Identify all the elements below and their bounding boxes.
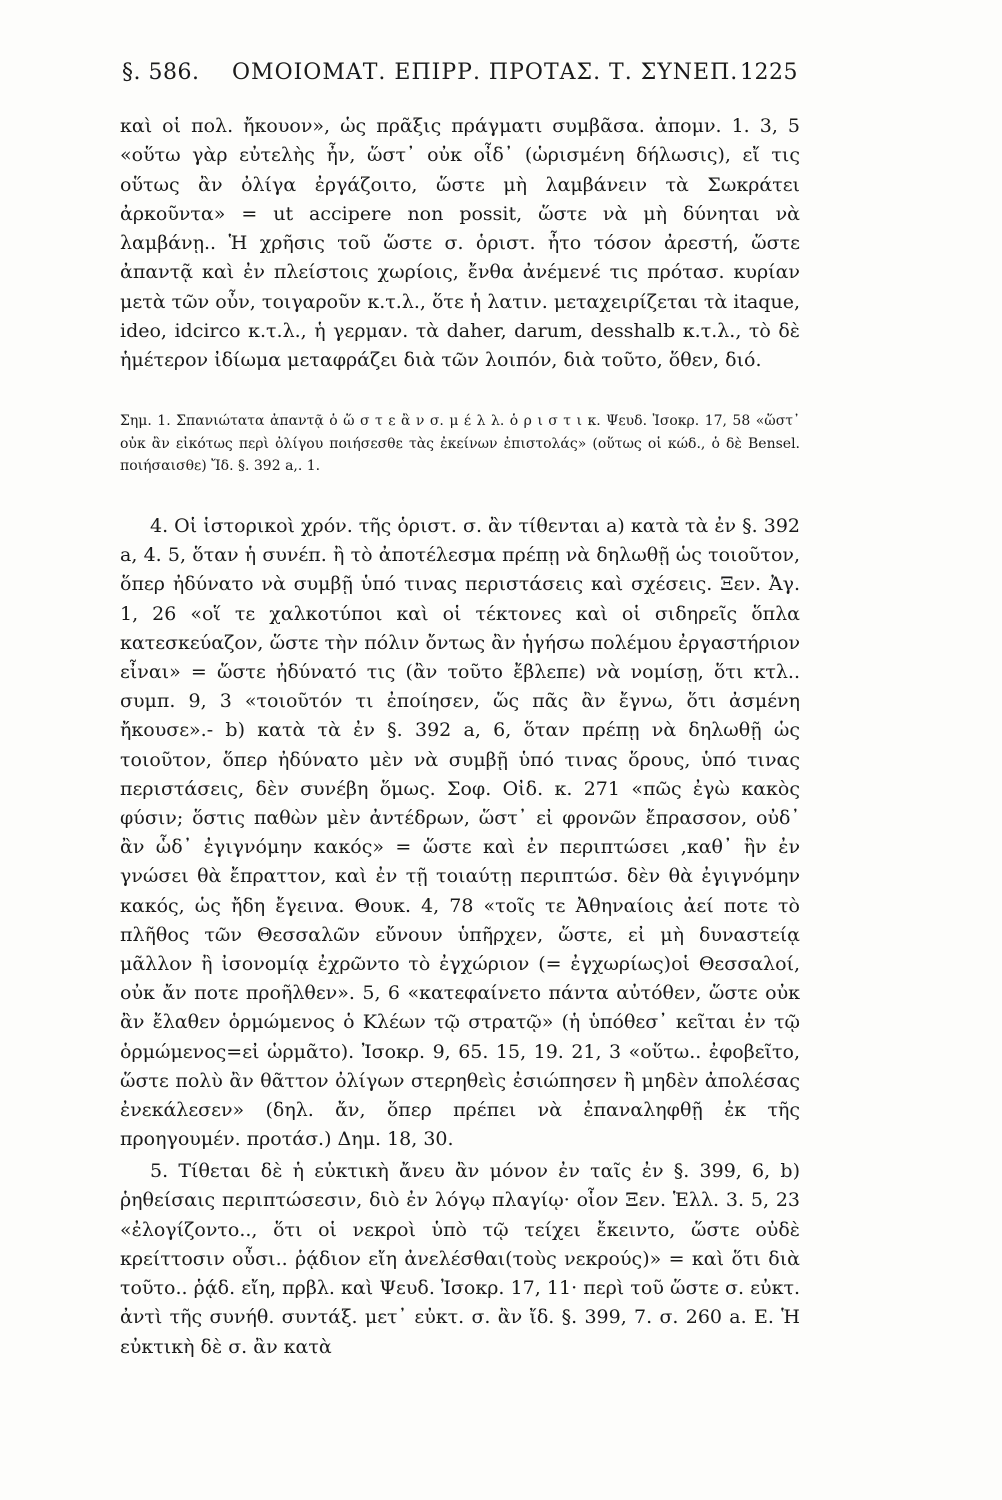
running-header [122, 60, 798, 94]
page-number: 1225 [740, 60, 798, 85]
running-title: ΟΜΟΙΟΜΑΤ. ΕΠΙΡΡ. ΠΡΟΤΑΣ. Τ. ΣΥΝΕΠ. [232, 60, 739, 85]
footnote: Σημ. 1. Σπανιώτατα ἀπαντᾷ ὁ ὥ σ τ ε ἂ ν σ. μ έ λ λ. ὁ ρ ι σ τ ι κ. Ψευδ. Ἰσοκρ. 17, 58 «ὥστ᾽ οὐκ ἂν εἰκότως περὶ ὀλίγου ποιήσεσθε τὰς ἐκείνων ἐπιστολάς» (οὕτως οἱ κώδ., ὁ δὲ Bensel. ποιήσαισθε) Ἴδ. §. 392 a,. 1. [120, 413, 800, 474]
paragraph-4: 4. Οἱ ἱστορικοὶ χρόν. τῆς ὁριστ. σ. ἂν τίθενται a) κατὰ τὰ ἐν §. 392 a, 4. 5, ὅταν ἡ συνέπ. ἢ τὸ ἀποτέλεσμα πρέπῃ νὰ δηλωθῇ ὡς τοιοῦτον, ὅπερ ἠδύνατο νὰ συμβῇ ὑπό τινας περιστάσεις καὶ σχέσεις. Ξεν. Ἀγ. 1, 26 «οἵ τε χαλκοτύποι καὶ οἱ τέκτονες καὶ οἱ σιδηρεῖς ὅπλα κατεσκεύαζον, ὥστε τὴν πόλιν ὄντως ἂν ἡγήσω πολέμου ἐργαστήριον εἶναι» = ὥστε ἠδύνατό τις (ἂν τοῦτο ἔβλεπε) νὰ νομίσῃ, ὅτι κτλ.. συμπ. 9, 3 «τοιοῦτόν τι ἐποίησεν, ὥς πᾶς ἂν ἔγνω, ὅτι ἀσμένη ἤκουσε».- b) κατὰ τὰ ἐν §. 392 a, 6, ὅταν πρέπῃ νὰ δηλωθῇ ὡς τοιοῦτον, ὅπερ ἠδύνατο μὲν νὰ συμβῇ ὑπό τινας ὅρους, ὑπό τινας περιστάσεις, δὲν συνέβη ὅμως. Σοφ. Οἰδ. κ. 271 «πῶς ἐγὼ κακὸς φύσιν; ὅστις παθὼν μὲν ἀντέδρων, ὥστ᾽ εἰ φρονῶν ἔπρασσον, οὐδ᾽ ἂν ὧδ᾽ ἐγιγνόμην κακός» = ὥστε καὶ ἐν περιπτώσει ,καθ᾽ ἣν ἐν γνώσει θὰ ἔπραττον, καὶ ἐν τῇ τοιαύτῃ περιπτώσ. δὲν θὰ ἐγιγνόμην κακός, ὡς ἤδη ἔγεινα. Θουκ. 4, 78 «τοῖς τε Ἀθηναίοις ἀεί ποτε τὸ πλῆθος τῶν Θεσσαλῶν εὔνουν ὑπῆρχεν, ὥστε, εἰ μὴ δυναστείᾳ μᾶλλον ἢ ἰσονομίᾳ ἐχρῶντο τὸ ἐγχώριον (= ἐγχωρίως)οἱ Θεσσαλοί, οὐκ ἄν ποτε προῆλθεν». 5, 6 «κατεφαίνετο πάντα αὐτόθεν, ὥστε οὐκ ἂν ἔλαθεν ὁρμώμενος ὁ Κλέων τῷ στρατῷ» (ἡ ὑπόθεσ᾽ κεῖται ἐν τῷ ὁρμώμενος=εἰ ὡρμᾶτο). Ἰσοκρ. 9, 65. 15, 19. 21, 3 «οὕτω.. ἐφοβεῖτο, ὥστε πολὺ ἂν θᾶττον ὀλίγων στερηθεὶς ἐσιώπησεν ἢ μηδὲν ἀπολέσας ἐνεκάλεσεν» (δηλ. ἄν, ὅπερ πρέπει νὰ ἐπαναληφθῇ ἐκ τῆς προηγουμέν. προτάσ.) Δημ. 18, 30. [120, 515, 800, 1151]
section-number: §. 586. [122, 60, 200, 85]
paragraph-5: 5. Τίθεται δὲ ἡ εὐκτικὴ ἄνευ ἂν μόνον ἐν ταῖς ἐν §. 399, 6, b) ῥηθείσαις περιπτώσεσιν, διὸ ἐν λόγῳ πλαγίῳ· οἷον Ξεν. Ἑλλ. 3. 5, 23 «ἐλογίζοντο.., ὅτι οἱ νεκροὶ ὑπὸ τῷ τείχει ἔκειντο, ὥστε οὐδὲ κρείττοσιν οὖσι.. ῥᾴδιον εἴη ἀνελέσθαι(τοὺς νεκρούς)» = καὶ ὅτι διὰ τοῦτο.. ῥᾴδ. εἴη, πρβλ. καὶ Ψευδ. Ἰσοκρ. 17, 11· περὶ τοῦ ὥστε σ. εὐκτ. ἀντὶ τῆς συνήθ. συντάξ. μετ᾽ εὐκτ. σ. ἂν ἴδ. §. 399, 7. σ. 260 a. Ε. Ἡ εὐκτικὴ δὲ σ. ἂν κατὰ [120, 1160, 800, 1358]
continuation-paragraph: καὶ οἱ πολ. ἤκουον», ὡς πρᾶξις πράγματι συμβᾶσα. ἀπομν. 1. 3, 5 «οὕτω γὰρ εὐτελὴς ἦν, ὥστ᾽ οὐκ οἶδ᾽ (ὡρισμένη δήλωσις), εἴ τις οὕτως ἂν ὀλίγα ἐργάζοιτο, ὥστε μὴ λαμβάνειν τὰ Σωκράτει ἀρκοῦντα» = ut accipere non possit, ὥστε νὰ μὴ δύνηται νὰ λαμβάνῃ.. Ἡ χρῆσις τοῦ ὥστε σ. ὁριστ. ἦτο τόσον ἀρεστή, ὥστε ἀπαντᾷ καὶ ἐν πλείστοις χωρίοις, ἔνθα ἀνέμενέ τις πρότασ. κυρίαν μετὰ τῶν οὖν, τοιγαροῦν κ.τ.λ., ὅτε ἡ λατιν. μεταχειρίζεται τὰ itaque, ideo, idcirco κ.τ.λ., ἡ γερμαν. τὰ daher, darum, desshalb κ.τ.λ., τὸ δὲ ἡμέτερον ἰδίωμα μεταφράζει διὰ τῶν λοιπόν, διὰ τοῦτο, ὅθεν, διό. [120, 115, 800, 372]
